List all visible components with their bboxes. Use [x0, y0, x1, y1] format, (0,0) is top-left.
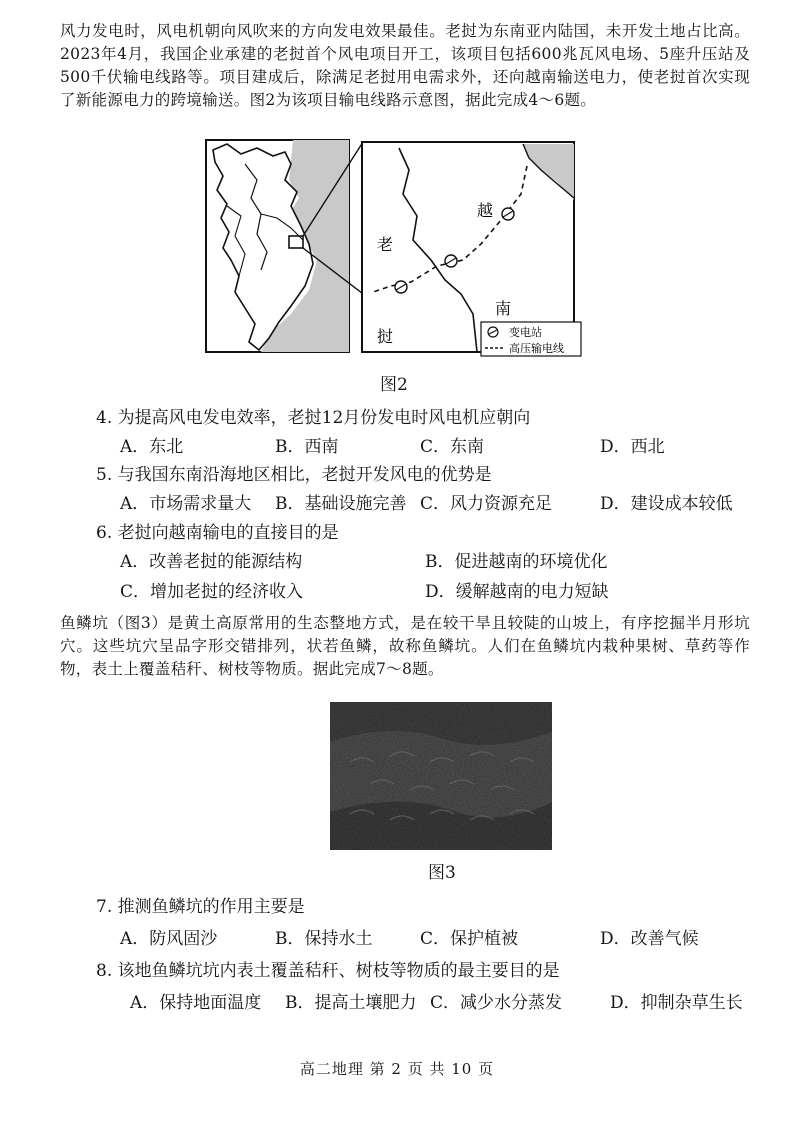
question-8-stem: 8. 该地鱼鳞坑坑内表土覆盖秸秆、树枝等物质的最主要目的是 [96, 961, 560, 981]
option-d[interactable]: D．西北 [600, 437, 665, 457]
option-a[interactable]: A．东北 [120, 437, 184, 457]
question-4-options [120, 432, 780, 457]
map-label-laos-2: 挝 [377, 327, 394, 346]
option-b[interactable]: B．西南 [275, 437, 339, 457]
option-d[interactable]: D．抑制杂草生长 [610, 993, 743, 1013]
option-d[interactable]: D．缓解越南的电力短缺 [425, 582, 609, 602]
option-a[interactable]: A．市场需求量大 [120, 494, 252, 514]
legend-substation-icon [488, 327, 498, 337]
substation-icon [445, 255, 457, 267]
map-label-laos-1: 老 [377, 235, 394, 254]
question-5-options [120, 489, 780, 514]
figure-2-caption: 图2 [380, 375, 408, 395]
legend-line-label: 高压输电线 [509, 342, 564, 355]
option-b[interactable]: B．基础设施完善 [275, 494, 407, 514]
map-label-vietnam-1: 越 [477, 201, 494, 220]
question-4-stem: 4. 为提高风电发电效率，老挝12月份发电时风电机应朝向 [96, 408, 531, 428]
detail-map-frame [362, 142, 574, 352]
question-6-stem: 6. 老挝向越南输电的直接目的是 [96, 523, 339, 543]
option-c[interactable]: C．保护植被 [420, 929, 519, 949]
option-c[interactable]: C．增加老挝的经济收入 [120, 582, 304, 602]
question-7-options [120, 924, 780, 949]
option-a[interactable]: A．防风固沙 [120, 929, 218, 949]
question-7-stem: 7. 推测鱼鳞坑的作用主要是 [96, 897, 305, 917]
intro-paragraph-wind-power: 风力发电时，风电机朝向风吹来的方向发电效果最佳。老挝为东南亚内陆国，未开发土地占比高。2023年4月，我国企业承建的老挝首个风电项目开工，该项目包括600兆瓦风电场、5座升压站及500千伏输电线路等。项目建成后，除满足老挝用电需求外，还向越南输送电力，使老挝首次实现了新能源电力的跨境输送。图2为该项目输电线路示意图，据此完成4～6题。 [60, 22, 750, 109]
question-5-stem: 5. 与我国东南沿海地区相比，老挝开发风电的优势是 [96, 465, 492, 485]
option-c[interactable]: C．减少水分蒸发 [430, 993, 563, 1013]
transmission-line-map [205, 136, 597, 358]
option-c[interactable]: C．东南 [420, 437, 485, 457]
substation-icon [395, 281, 407, 293]
question-6-options-row1 [120, 547, 780, 572]
option-a[interactable]: A．改善老挝的能源结构 [120, 552, 303, 572]
option-d[interactable]: D．改善气候 [600, 929, 699, 949]
figure-3-caption: 图3 [428, 863, 456, 883]
map-label-vietnam-2: 南 [495, 299, 512, 318]
option-d[interactable]: D．建设成本较低 [600, 494, 733, 514]
option-a[interactable]: A．保持地面温度 [130, 993, 262, 1013]
legend-substation-label: 变电站 [509, 326, 542, 339]
option-b[interactable]: B．保持水土 [275, 929, 373, 949]
option-b[interactable]: B．提高土壤肥力 [285, 993, 417, 1013]
page-footer: 高二地理 第 2 页 共 10 页 [299, 1060, 495, 1078]
option-c[interactable]: C．风力资源充足 [420, 494, 553, 514]
question-6-options-row2 [120, 577, 780, 602]
intro-paragraph-fish-scale-pits: 鱼鳞坑（图3）是黄土高原常用的生态整地方式，是在较干旱且较陡的山坡上，有序挖掘半月形坑穴。这些坑穴呈品字形交错排列，状若鱼鳞，故称鱼鳞坑。人们在鱼鳞坑内栽种果树、草药等作物，表土上覆盖秸秆、树枝等物质。据此完成7～8题。 [60, 614, 750, 678]
question-8-options [130, 988, 790, 1013]
fish-scale-pit-photo [330, 702, 552, 850]
substation-icon [502, 208, 514, 220]
option-b[interactable]: B．促进越南的环境优化 [425, 552, 608, 572]
